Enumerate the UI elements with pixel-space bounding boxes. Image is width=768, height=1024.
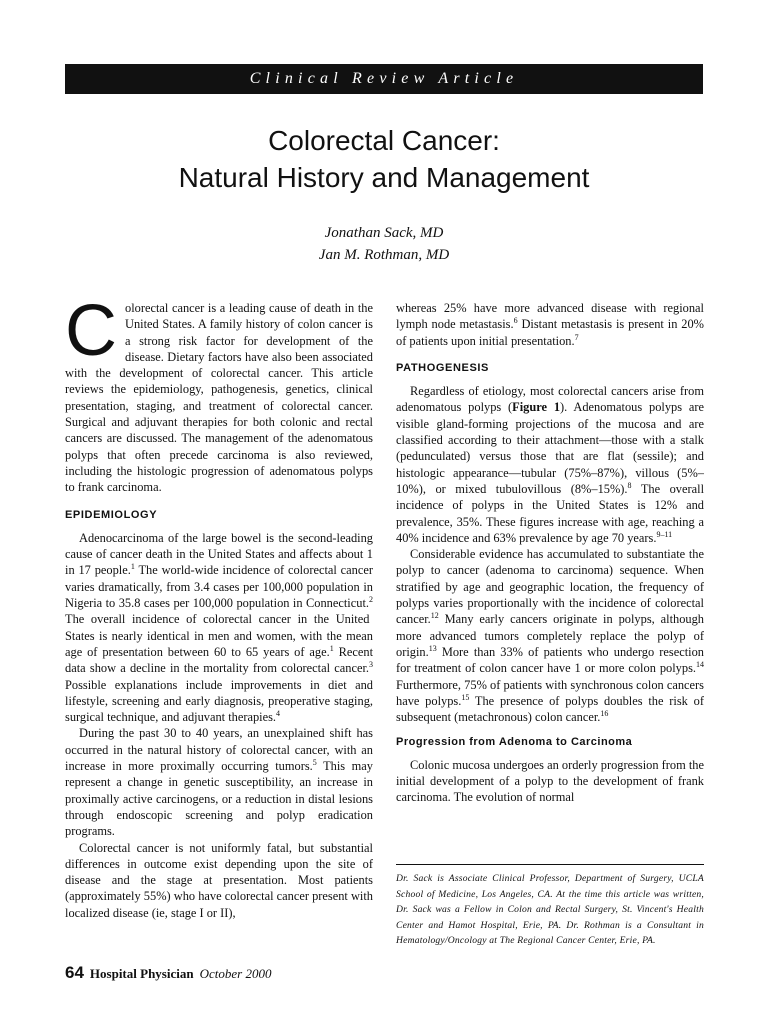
pathogenesis-paragraph-3: Colonic mucosa undergoes an orderly progression from the initial development of a polyp to the development of frank carcinoma. The evolution of normal	[396, 757, 704, 805]
article-title	[65, 122, 703, 196]
heading-pathogenesis: PATHOGENESIS	[396, 361, 489, 374]
drop-cap: C	[65, 291, 117, 371]
title-line-2: Natural History and Management	[178, 162, 590, 193]
abstract-paragraph: Colorectal cancer is a leading cause of death in the United States. A family history of colon cancer is a strong risk factor for development of the disease. Dietary factors have also been associated with the development of colorectal cancer. This article reviews the epidemiology, pathogenesis, genetics, clinical presentation, staging, and treatment of colorectal cancer. Surgical and adjuvant therapies for both colonic and rectal cancers are discussed. The management of the adenomatous polyps that often precede carcinoma is also reviewed, including the histologic progression of adenomatous polyps to frank carcinoma.	[65, 291, 373, 495]
author-2: Jan M. Rothman, MD	[318, 247, 450, 263]
journal-name: Hospital Physician	[89, 966, 194, 981]
author-affiliation-footnote: Dr. Sack is Associate Clinical Professor, Department of Surgery, UCLA School of Medicine, Los Angeles, CA. At the time this article was written, Dr. Sack was a Fellow in Colon and Rectal Surgery, St. Vincent's Health Center and Hamot Hospital, Erie, PA. Dr. Rothman is a Consultant in Hematology/Oncology at The Regional Cancer Center, Erie, PA.	[396, 864, 704, 949]
section-banner	[65, 64, 703, 94]
left-column	[65, 291, 374, 921]
issue-date: October 2000	[199, 966, 272, 981]
epidemiology-paragraph-1: Adenocarcinoma of the large bowel is the second-leading cause of cancer death in the United States and affects about 1 in 17 people.$^1$ The world-wide incidence of colorectal cancer varies dramatically, from 3.4 cases per 100,000 population in Nigeria to 35.8 cases per 100,000 population in Connecticut.$^2$ The overall incidence of colorectal cancer in the United States is nearly identical in men and women, with the mean age of presentation between 60 to 65 years of age.$^1$ Recent data show a decline in the mortality from colorectal cancer.$^3$ Possible explanations include improvements in diet and lifestyle, screening and early diagnosis, preoperative staging, surgical technique, and adjuvant therapies.$^4$	[65, 530, 374, 725]
page-footer	[65, 963, 271, 983]
author-list	[65, 222, 703, 266]
epidemiology-paragraph-3: Colorectal cancer is not uniformly fatal, but substantial differences in outcome exist depending upon the site of disease and the stage at presentation. Most patients (approximately 55%) who have colorectal cancer present with localized disease (ie, stage I or II),	[65, 840, 373, 920]
figure-reference: Figure 1	[512, 400, 561, 415]
epidemiology-paragraph-3-continued: whereas 25% have more advanced disease with regional lymph node metastasis.$^6$ Distant metastasis is present in 20% of patients upon initial presentation.$^7$	[396, 301, 704, 348]
subheading-adenoma-progression: Progression from Adenoma to Carcinoma	[396, 736, 633, 749]
banner-label: Clinical Review Article	[249, 70, 519, 87]
page-number: 64	[65, 963, 84, 982]
title-line-1: Colorectal Cancer:	[268, 125, 500, 156]
right-column	[396, 300, 704, 806]
author-1: Jonathan Sack, MD	[324, 225, 444, 241]
pathogenesis-paragraph-1: Regardless of etiology, most colorectal cancers arise from adenomatous polyps (Figure 1). Adenomatous polyps are visible gland-forming projections of the mucosa and are classified according to their attachment—those with a stalk (pedunculated) versus those that are flat (sessile); and histologic appearance—tubular (75%–87%), villous (5%–10%), or mixed tubulovillous (8%–15%).$^8$ The overall incidence of polyps in the United States is 12% and prevalence, 35%. These figures increase with age, reaching a 40% incidence and 63% prevalence by age 70 years.$^{9-11}$	[396, 384, 705, 545]
pathogenesis-paragraph-2: Considerable evidence has accumulated to substantiate the polyp to cancer (adenoma to carcinoma) sequence. When stratified by age and geographic location, the frequency of polyps varies proportionally with the incidence of colorectal cancer.$^{12}$ Many early cancers originate in polyps, although more advanced tumors completely replace the polyp of origin.$^{13}$ More than 33% of patients who undergo resection for treatment of colon cancer have 1 or more colon polyps.$^{14}$ Furthermore, 75% of patients with synchronous colon cancers have polyps.$^{15}$ The presence of polyps doubles the risk of subsequent (metachronous) colon cancer.$^{16}$	[396, 547, 704, 725]
epidemiology-paragraph-2: During the past 30 to 40 years, an unexplained shift has occurred in the natural history of colorectal cancer, with an increase in more proximally occurring tumors.$^5$ This may represent a change in genetic susceptibility, an increase in proximally active carcinogens, or a reduction in distal lesions through endoscopic screening and polyp eradication programs.	[65, 726, 373, 839]
heading-epidemiology: EPIDEMIOLOGY	[65, 508, 158, 521]
